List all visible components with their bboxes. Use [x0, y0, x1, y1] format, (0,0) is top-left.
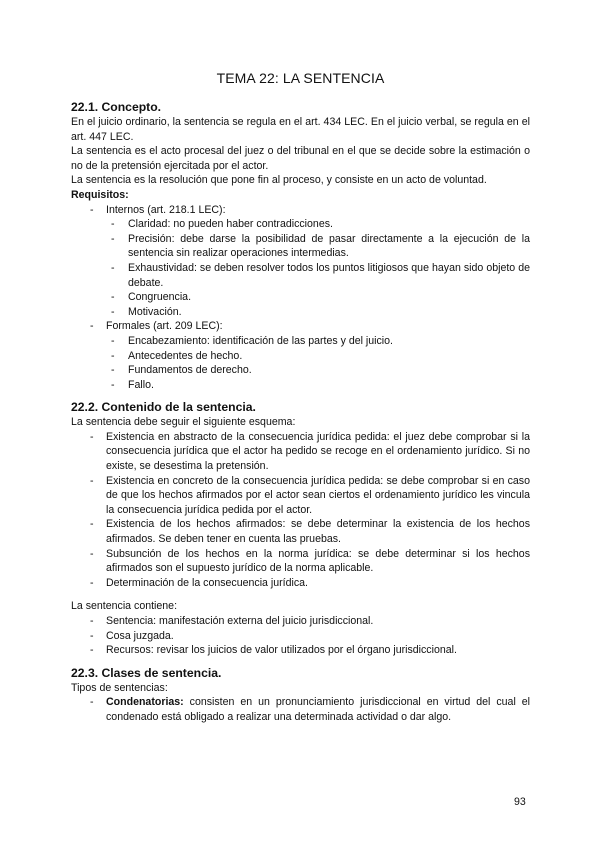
formales-list: [71, 334, 530, 392]
list-item: - Congruencia.: [71, 290, 530, 305]
list-item: - Exhaustividad: se deben resolver todos los puntos litigiosos que hayan sido objeto de debate.: [71, 261, 530, 290]
paragraph: En el juicio ordinario, la sentencia se regula en el art. 434 LEC. En el juicio verbal, se regula en el art. 447 LEC.: [71, 116, 530, 143]
list-item: - Existencia de los hechos afirmados: se debe determinar la existencia de los hechos afirmados. Se deben tener en cuenta las pruebas.: [71, 517, 530, 546]
list-item: - Subsunción de los hechos en la norma jurídica: se debe determinar si los hechos afirmados son el supuesto jurídico de la norma aplicable.: [71, 547, 530, 576]
condenatorias-label: Condenatorias:: [106, 696, 184, 709]
page-title: TEMA 22: LA SENTENCIA: [216, 70, 385, 86]
esquema-list: [71, 430, 530, 591]
list-item: - Existencia en abstracto de la consecuencia jurídica pedida: el juez debe comprobar si la consecuencia jurídica que el actor ha pedido se recoge en el ordenamiento jurídico. Si no existe, se desestima la pretensión.: [71, 430, 530, 474]
formales-label: Formales (art. 209 LEC):: [106, 320, 223, 333]
document-page: [71, 69, 530, 725]
section-heading-contenido: 22.2. Contenido de la sentencia.: [71, 400, 256, 415]
requisitos-label: Requisitos:: [71, 188, 129, 201]
list-item: - Motivación.: [71, 305, 530, 320]
paragraph: Tipos de sentencias:: [71, 681, 168, 694]
list-item: - Claridad: no pueden haber contradicciones.: [71, 217, 530, 232]
list-item: [71, 695, 530, 724]
requisitos-list: [71, 203, 530, 393]
list-item: [71, 203, 530, 320]
list-item: - Determinación de la consecuencia jurídica.: [71, 576, 530, 591]
internos-list: [71, 217, 530, 319]
section-heading-clases: 22.3. Clases de sentencia.: [71, 665, 222, 680]
list-item: - Existencia en concreto de la consecuencia jurídica pedida: se debe comprobar si en caso de que los hechos afirmados por el actor sean ciertos el ordenamiento jurídico les vincula la consecuencia jurídica pedida por el actor.: [71, 474, 530, 518]
list-item: [71, 319, 530, 392]
condenatorias-text: consisten en un pronunciamiento jurisdiccional en virtud del cual el condenado está obligado a realizar una determinada actividad o dar algo.: [106, 696, 530, 723]
list-item: - Recursos: revisar los juicios de valor utilizados por el órgano jurisdiccional.: [71, 643, 530, 658]
paragraph: La sentencia es la resolución que pone fin al proceso, y consiste en un acto de voluntad.: [71, 174, 487, 187]
list-item: - Antecedentes de hecho.: [71, 349, 530, 364]
page-number: 93: [514, 796, 526, 808]
paragraph: La sentencia contiene:: [71, 600, 178, 613]
list-item: - Encabezamiento: identificación de las partes y del juicio.: [71, 334, 530, 349]
internos-label: Internos (art. 218.1 LEC):: [106, 203, 226, 216]
list-item: - Fundamentos de derecho.: [71, 363, 530, 378]
list-item: - Cosa juzgada.: [71, 629, 530, 644]
paragraph: La sentencia es el acto procesal del juez o del tribunal en el que se decide sobre la estimación o no de la pretensión ejercitada por el actor.: [71, 145, 530, 172]
list-item: - Sentencia: manifestación externa del juicio jurisdiccional.: [71, 614, 530, 629]
tipos-list: [71, 695, 530, 724]
list-item: - Precisión: debe darse la posibilidad de pasar directamente a la ejecución de la sentencia sin realizar operaciones intermedias.: [71, 232, 530, 261]
list-item: - Fallo.: [71, 378, 530, 393]
section-heading-concepto: 22.1. Concepto.: [71, 100, 162, 114]
paragraph: La sentencia debe seguir el siguiente esquema:: [71, 416, 296, 429]
contiene-list: [71, 614, 530, 658]
